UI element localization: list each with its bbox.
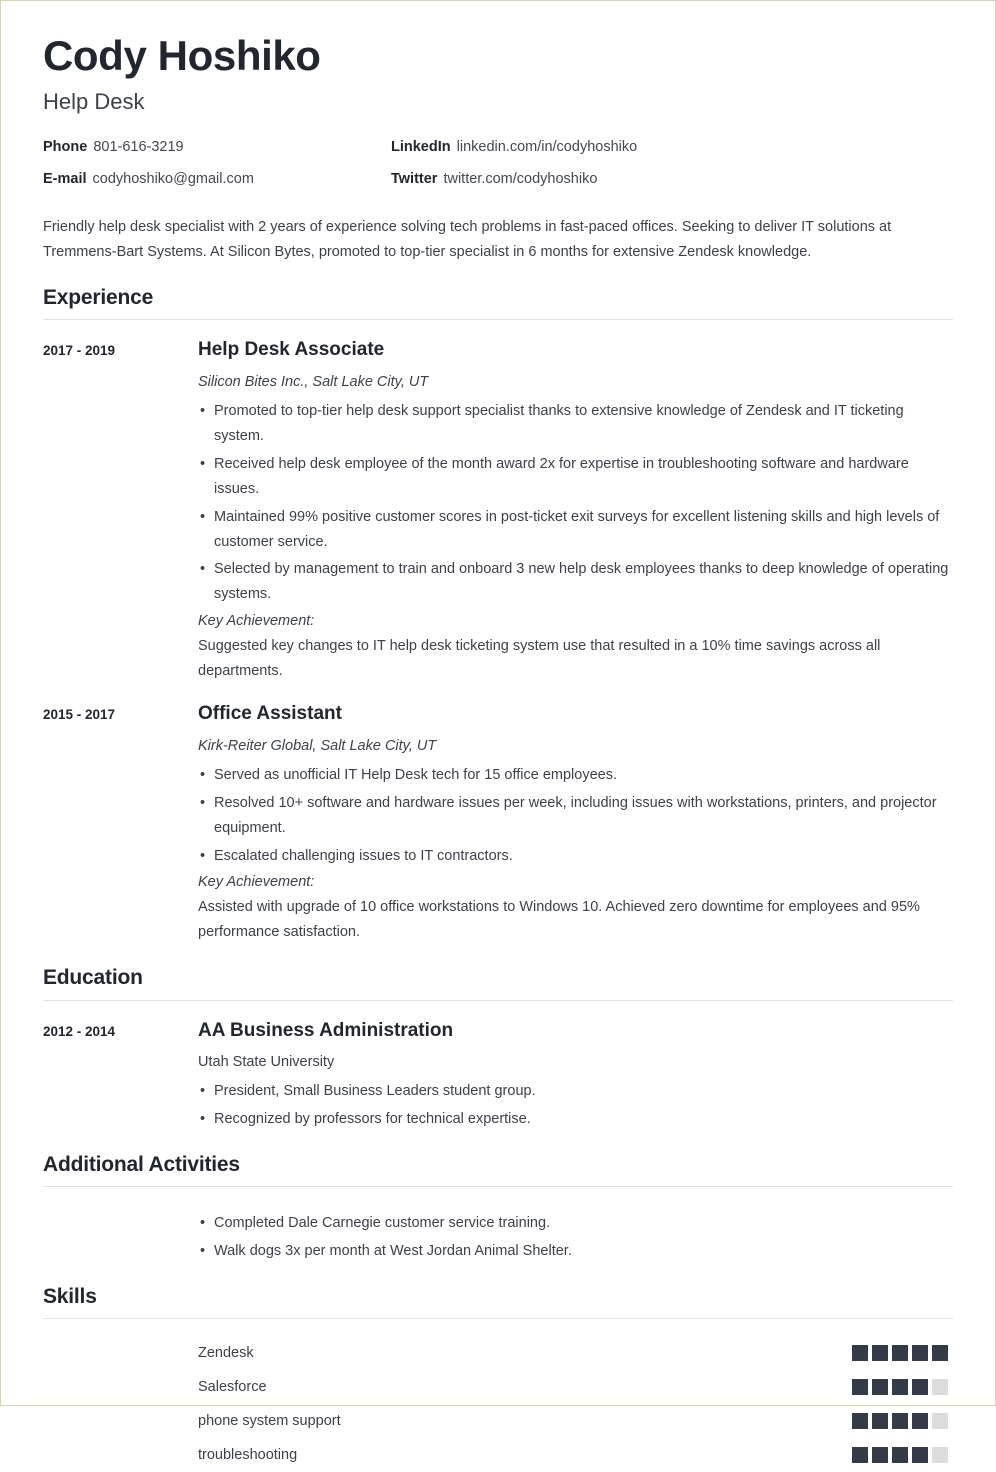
experience-body bbox=[198, 702, 953, 945]
list-item: • Escalated challenging issues to IT contractors. bbox=[198, 844, 953, 869]
section-title-experience: Experience bbox=[43, 285, 154, 309]
experience-bullet-list bbox=[198, 756, 953, 869]
skill-rating bbox=[852, 1345, 953, 1361]
experience-bullet-list bbox=[198, 392, 953, 608]
skill-row bbox=[198, 1370, 953, 1404]
skill-rating bbox=[852, 1447, 953, 1463]
contact-phone-value: 801-616-3219 bbox=[93, 139, 184, 156]
experience-entry bbox=[43, 684, 953, 945]
skill-square-filled bbox=[872, 1379, 888, 1395]
activities-spacer bbox=[43, 1204, 198, 1264]
skill-square-filled bbox=[852, 1447, 868, 1463]
contact-email-label: E-mail bbox=[43, 170, 87, 187]
skill-square-filled bbox=[852, 1345, 868, 1361]
skill-square-filled bbox=[912, 1447, 928, 1463]
contact-linkedin-value[interactable]: linkedin.com/in/codyhoshiko bbox=[456, 139, 638, 156]
list-item: • Walk dogs 3x per month at West Jordan Animal Shelter. bbox=[198, 1239, 953, 1264]
skill-square-filled bbox=[872, 1413, 888, 1429]
activities-wrapper bbox=[43, 1187, 953, 1264]
contact-phone-label: Phone bbox=[43, 139, 88, 156]
list-item: • Completed Dale Carnegie customer service training. bbox=[198, 1211, 953, 1236]
skill-square-filled bbox=[872, 1345, 888, 1361]
skill-square-filled bbox=[892, 1345, 908, 1361]
contact-linkedin-label: LinkedIn bbox=[391, 139, 451, 156]
resume-header bbox=[43, 1, 953, 265]
skill-square-filled bbox=[892, 1413, 908, 1429]
list-item: • Received help desk employee of the month award 2x for expertise in troubleshooting software and hardware issues. bbox=[198, 452, 953, 502]
list-item: • Maintained 99% positive customer scores in post-ticket exit surveys for excellent listening skills and high levels of customer service. bbox=[198, 505, 953, 555]
professional-summary: Friendly help desk specialist with 2 years of experience solving tech problems in fast-paced offices. Seeking to deliver IT solutions at Tremmens-Bart Systems. At Silicon Bytes, promoted to top-tier specialist in 6 months for extensive Zendesk knowledge. bbox=[43, 219, 892, 261]
skill-row bbox=[198, 1404, 953, 1438]
section-title-education: Education bbox=[43, 966, 143, 990]
skill-square-filled bbox=[932, 1345, 948, 1361]
education-entry bbox=[43, 1001, 953, 1132]
contact-email bbox=[43, 171, 391, 188]
experience-entry bbox=[43, 320, 953, 684]
experience-company: Silicon Bites Inc., Salt Lake City, UT bbox=[198, 373, 429, 390]
experience-company: Kirk-Reiter Global, Salt Lake City, UT bbox=[198, 737, 437, 754]
skill-square-empty bbox=[932, 1413, 948, 1429]
skill-label: troubleshooting bbox=[198, 1446, 298, 1463]
education-degree: AA Business Administration bbox=[198, 1019, 454, 1041]
list-item: • Recognized by professors for technical expertise. bbox=[198, 1107, 953, 1132]
list-item: • Served as unofficial IT Help Desk tech for 15 office employees. bbox=[198, 763, 953, 788]
skill-label: Salesforce bbox=[198, 1378, 267, 1395]
list-item: • President, Small Business Leaders student group. bbox=[198, 1079, 953, 1104]
skill-square-filled bbox=[872, 1447, 888, 1463]
contact-phone bbox=[43, 139, 391, 156]
contact-twitter-label: Twitter bbox=[391, 170, 438, 187]
experience-dates: 2017 - 2019 bbox=[43, 343, 116, 359]
skill-rating bbox=[852, 1413, 953, 1429]
skill-square-empty bbox=[932, 1447, 948, 1463]
contact-twitter-value[interactable]: twitter.com/codyhoshiko bbox=[443, 170, 598, 187]
contact-details bbox=[43, 139, 953, 188]
section-title-skills: Skills bbox=[43, 1285, 97, 1309]
skill-square-filled bbox=[892, 1447, 908, 1463]
experience-job-title: Help Desk Associate bbox=[198, 339, 385, 361]
skill-label: phone system support bbox=[198, 1412, 341, 1429]
section-additional-activities bbox=[43, 1132, 953, 1264]
education-bullet-list bbox=[198, 1072, 953, 1132]
skill-square-filled bbox=[852, 1413, 868, 1429]
contact-twitter bbox=[391, 171, 953, 188]
skill-square-filled bbox=[912, 1379, 928, 1395]
key-achievement-text: Assisted with upgrade of 10 office workstations to Windows 10. Achieved zero downtime for employees and 95% performance satisfaction. bbox=[198, 899, 920, 941]
list-item: • Resolved 10+ software and hardware issues per week, including issues with workstations, printers, and projector equipment. bbox=[198, 791, 953, 841]
experience-body bbox=[198, 338, 953, 684]
skill-rating bbox=[852, 1379, 953, 1395]
contact-linkedin bbox=[391, 139, 953, 156]
section-experience bbox=[43, 265, 953, 945]
education-dates: 2012 - 2014 bbox=[43, 1023, 116, 1039]
candidate-name: Cody Hoshiko bbox=[43, 32, 321, 79]
candidate-job-title: Help Desk bbox=[43, 88, 145, 114]
skills-list bbox=[198, 1336, 953, 1472]
section-education bbox=[43, 945, 953, 1132]
list-item: • Promoted to top-tier help desk support specialist thanks to extensive knowledge of Zendesk and IT ticketing system. bbox=[198, 399, 953, 449]
skill-square-filled bbox=[912, 1345, 928, 1361]
experience-job-title: Office Assistant bbox=[198, 703, 342, 725]
list-item: • Selected by management to train and onboard 3 new help desk employees thanks to deep knowledge of operating systems. bbox=[198, 557, 953, 607]
contact-email-value[interactable]: codyhoshiko@gmail.com bbox=[92, 170, 254, 187]
skills-spacer bbox=[43, 1336, 198, 1472]
skill-row bbox=[198, 1336, 953, 1370]
resume-sheet bbox=[1, 1, 995, 1463]
skill-label: Zendesk bbox=[198, 1344, 254, 1361]
education-body bbox=[198, 1019, 953, 1132]
section-title-additional-activities: Additional Activities bbox=[43, 1153, 240, 1177]
key-achievement-label: Key Achievement: bbox=[198, 613, 315, 630]
key-achievement-text: Suggested key changes to IT help desk ticketing system use that resulted in a 10% time savings across all departments. bbox=[198, 638, 881, 680]
education-school: Utah State University bbox=[198, 1054, 335, 1071]
experience-dates: 2015 - 2017 bbox=[43, 707, 116, 723]
skill-square-empty bbox=[932, 1379, 948, 1395]
activities-bullet-list bbox=[198, 1204, 953, 1264]
skill-square-filled bbox=[892, 1379, 908, 1395]
section-skills bbox=[43, 1264, 953, 1472]
skill-row bbox=[198, 1438, 953, 1472]
skills-wrapper bbox=[43, 1319, 953, 1472]
key-achievement-label: Key Achievement: bbox=[198, 874, 315, 891]
skill-square-filled bbox=[852, 1379, 868, 1395]
skill-square-filled bbox=[912, 1413, 928, 1429]
